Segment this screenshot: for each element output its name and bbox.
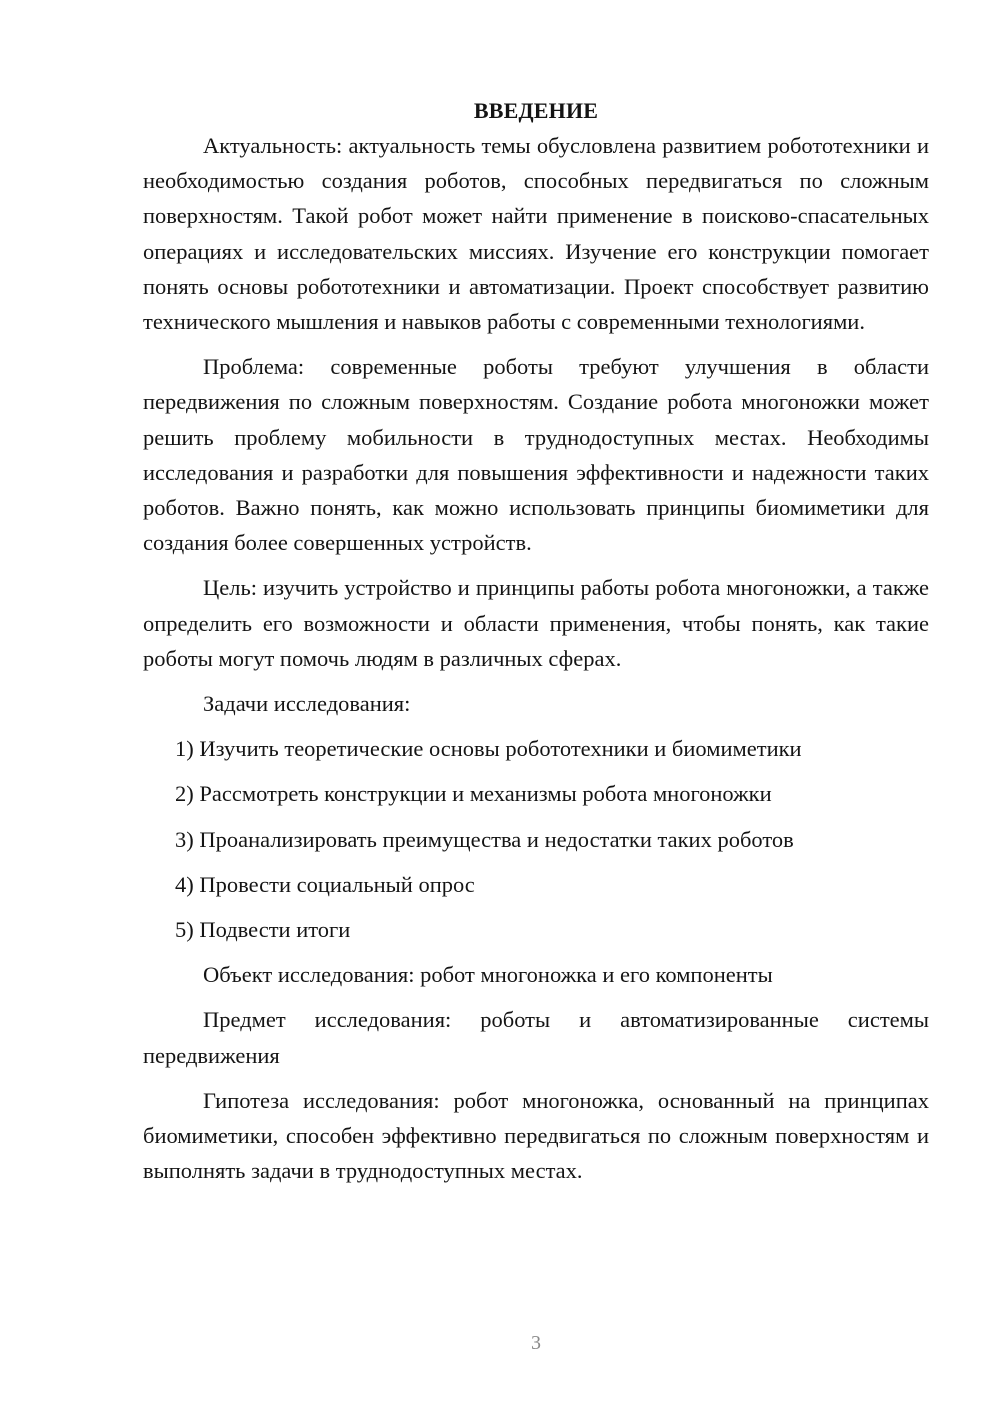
- paragraph-relevance: Актуальность: актуальность темы обусловлена развитием робототехники и необходимостью создания роботов, способных передвигаться по сложным поверхностям. Такой робот может найти применение в поисково-спасательных операциях и исследовательских миссиях. Изучение его конструкции помогает понять основы робототехники и автоматизации. Проект способствует развитию технического мышления и навыков работы с современными технологиями.: [143, 133, 929, 335]
- tasks-list: [143, 731, 929, 947]
- task-item: 3) Проанализировать преимущества и недостатки таких роботов: [175, 826, 794, 852]
- tasks-heading: Задачи исследования:: [203, 691, 411, 717]
- task-item: 1) Изучить теоретические основы робототехники и биомиметики: [175, 736, 802, 762]
- paragraph-hypothesis: Гипотеза исследования: робот многоножка, основанный на принципах биомиметики, способен эффективно передвигаться по сложным поверхностям и выполнять задачи в труднодоступных местах.: [143, 1087, 929, 1184]
- paragraph-goal: Цель: изучить устройство и принципы работы робота многоножки, а также определить его возможности и области применения, чтобы понять, как такие роботы могут помочь людям в различных сферах.: [143, 575, 929, 671]
- task-item: 2) Рассмотреть конструкции и механизмы робота многоножки: [175, 781, 772, 807]
- paragraph-subject: Предмет исследования: роботы и автоматизированные системы передвижения: [143, 1007, 929, 1068]
- paragraph-problem: Проблема: современные роботы требуют улучшения в области передвижения по сложным поверхностям. Создание робота многоножки может решить проблему мобильности в труднодоступных местах. Необходимы исследования и разработки для повышения эффективности и надежности таких роботов. Важно понять, как можно использовать принципы биомиметики для создания более совершенных устройств.: [143, 354, 929, 556]
- page-content: [143, 96, 929, 1198]
- task-item: 5) Подвести итоги: [175, 917, 351, 943]
- paragraph-object: Объект исследования: робот многоножка и его компоненты: [203, 962, 773, 988]
- page-number: 3: [531, 1332, 541, 1354]
- page-title: ВВЕДЕНИЕ: [473, 98, 599, 123]
- task-item: 4) Провести социальный опрос: [175, 871, 475, 897]
